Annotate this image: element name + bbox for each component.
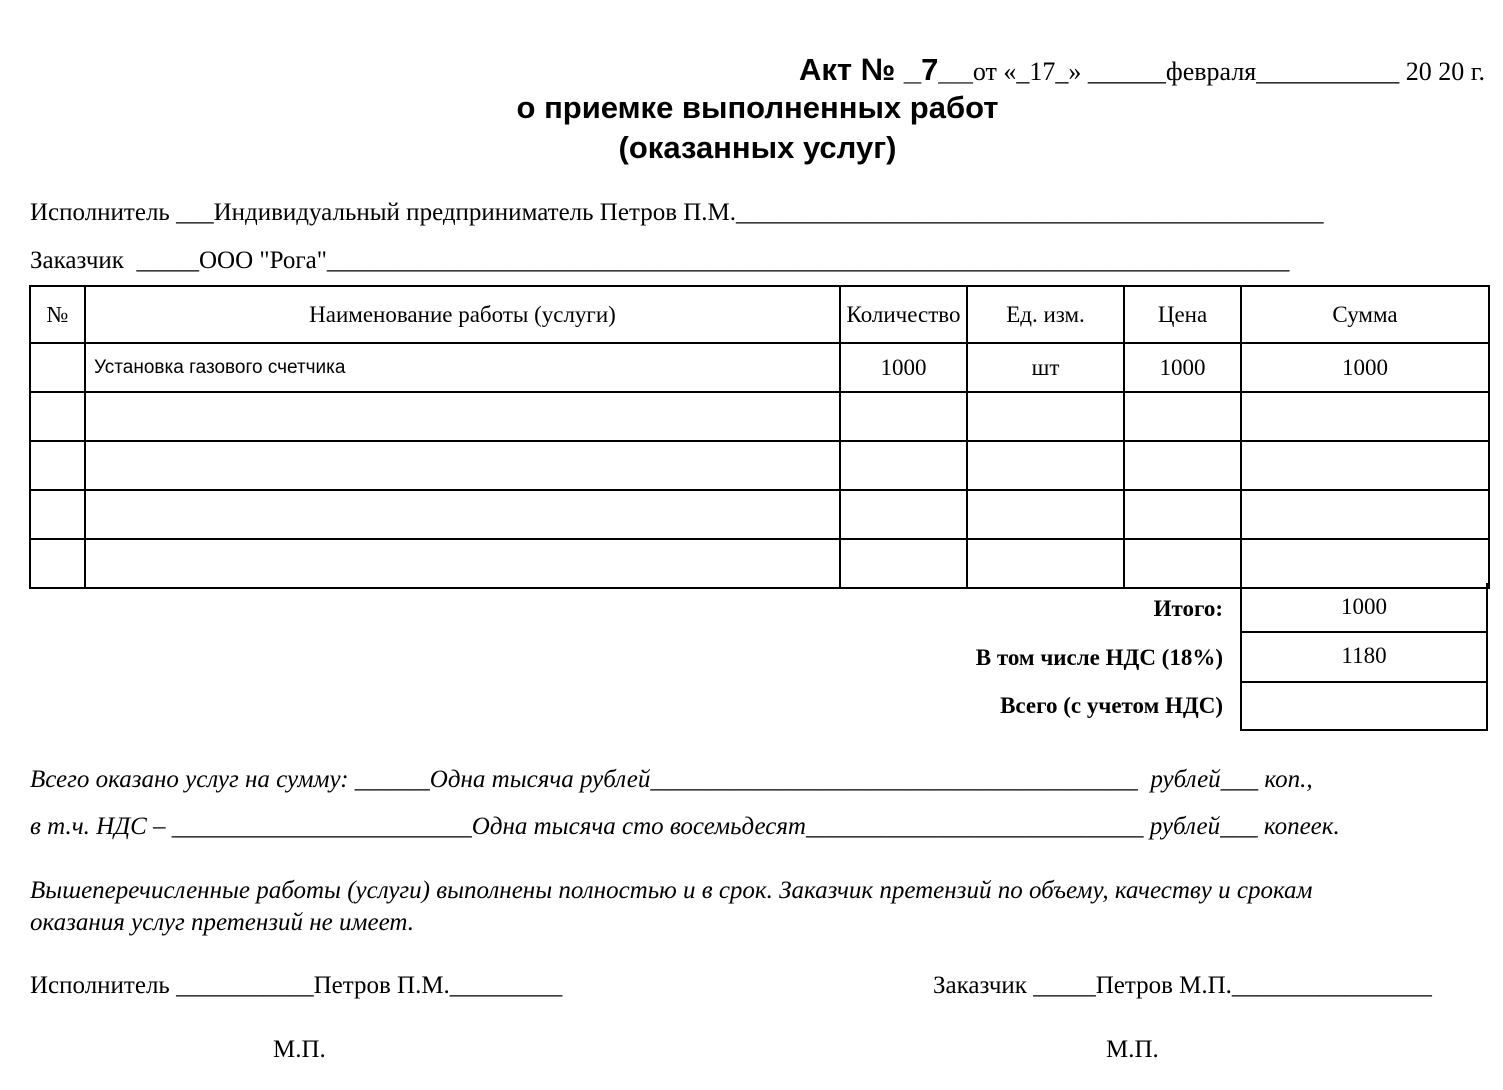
stamp-left: М.П. bbox=[273, 1036, 326, 1063]
total-value bbox=[1240, 681, 1488, 731]
col-header-price: Цена bbox=[1124, 286, 1241, 343]
stamp-right: М.П. bbox=[1106, 1036, 1159, 1063]
cell-sum bbox=[1241, 539, 1489, 588]
table-header-row bbox=[30, 286, 1489, 343]
cell-quantity bbox=[840, 490, 967, 539]
cell-unit bbox=[967, 539, 1124, 588]
act-title-line bbox=[0, 52, 1485, 88]
cell-number bbox=[30, 539, 85, 588]
customer-line: Заказчик _____ООО "Рога"_____________________________________________________________________________ bbox=[30, 247, 1290, 274]
cell-name bbox=[85, 392, 840, 441]
cell-price bbox=[1124, 392, 1241, 441]
services-table bbox=[29, 285, 1490, 589]
summary-sum-line: Всего оказано услуг на сумму: ______Одна тысяча рублей_______________________________________ рублей___ коп., bbox=[30, 766, 1313, 793]
vat-label: В том числе НДС (18%) bbox=[975, 645, 1223, 670]
cell-unit bbox=[967, 441, 1124, 490]
itogo-value: 1000 bbox=[1240, 583, 1488, 633]
cell-price bbox=[1124, 490, 1241, 539]
executor-line: Исполнитель ___Индивидуальный предприниматель Петров П.М._______________________________________________ bbox=[30, 199, 1324, 226]
cell-quantity bbox=[840, 539, 967, 588]
cell-sum bbox=[1241, 490, 1489, 539]
col-header-quantity: Количество bbox=[840, 286, 967, 343]
col-header-unit: Ед. изм. bbox=[967, 286, 1124, 343]
cell-name bbox=[85, 441, 840, 490]
cell-name: Установка газового счетчика bbox=[85, 343, 840, 392]
act-date: от «_17_» ______февраля___________ 20 20 г. bbox=[972, 57, 1485, 86]
cell-name bbox=[85, 490, 840, 539]
table-row bbox=[30, 343, 1489, 392]
cell-name bbox=[85, 539, 840, 588]
col-header-name: Наименование работы (услуги) bbox=[85, 286, 840, 343]
act-subtitle-2: (оказанных услуг) bbox=[618, 130, 897, 165]
act-number: Акт № _7__ bbox=[799, 52, 973, 87]
itogo-label: Итого: bbox=[1153, 596, 1223, 621]
cell-sum bbox=[1241, 392, 1489, 441]
executor-signature: Исполнитель ___________Петров П.М._________ bbox=[30, 972, 563, 999]
cell-unit bbox=[967, 392, 1124, 441]
statement-line-1: Вышеперечисленные работы (услуги) выполнены полностью и в срок. Заказчик претензий по объему, качеству и срокам bbox=[30, 877, 1313, 904]
cell-quantity bbox=[840, 392, 967, 441]
cell-quantity bbox=[840, 441, 967, 490]
cell-price: 1000 bbox=[1124, 343, 1241, 392]
table-row bbox=[30, 392, 1489, 441]
cell-number bbox=[30, 441, 85, 490]
summary-vat-line: в т.ч. НДС – ________________________Одна тысяча сто восемьдесят___________________________ рублей___ копеек. bbox=[30, 813, 1340, 840]
cell-number bbox=[30, 343, 85, 392]
cell-sum: 1000 bbox=[1241, 343, 1489, 392]
vat-value: 1180 bbox=[1240, 631, 1488, 683]
act-subtitle: о приемке выполненных работ bbox=[516, 90, 999, 125]
cell-quantity: 1000 bbox=[840, 343, 967, 392]
statement-line-2: оказания услуг претензий не имеет. bbox=[30, 909, 414, 936]
cell-price bbox=[1124, 539, 1241, 588]
total-label: Всего (с учетом НДС) bbox=[1000, 693, 1223, 718]
cell-unit bbox=[967, 490, 1124, 539]
table-row bbox=[30, 490, 1489, 539]
cell-unit: шт bbox=[967, 343, 1124, 392]
table-row bbox=[30, 441, 1489, 490]
cell-price bbox=[1124, 441, 1241, 490]
cell-sum bbox=[1241, 441, 1489, 490]
col-header-number: № bbox=[30, 286, 85, 343]
customer-signature: Заказчик _____Петров М.П.________________ bbox=[933, 972, 1432, 999]
col-header-sum: Сумма bbox=[1241, 286, 1489, 343]
table-row bbox=[30, 539, 1489, 588]
cell-number bbox=[30, 490, 85, 539]
cell-number bbox=[30, 392, 85, 441]
